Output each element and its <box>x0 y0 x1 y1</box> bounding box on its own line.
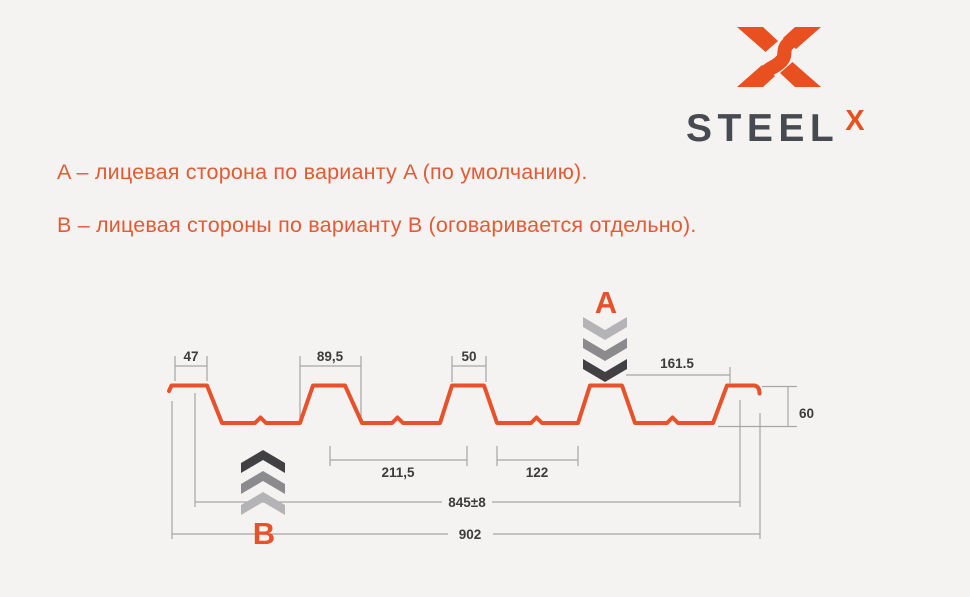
dim-60 <box>718 387 814 427</box>
dim-47-label: 47 <box>183 349 199 364</box>
side-a-chevrons-icon <box>583 317 627 382</box>
side-b-chevrons-icon <box>241 450 285 515</box>
dim-161-5 <box>626 356 730 383</box>
dim-50 <box>452 349 486 382</box>
dim-122-label: 122 <box>525 465 549 480</box>
dim-211-5 <box>330 446 467 480</box>
legend-line-a: A – лицевая сторона по варианту A (по умолчанию). <box>57 160 588 184</box>
side-b-label: B <box>252 516 276 551</box>
legend-line-b: B – лицевая стороны по варианту B (оговаривается отдельно). <box>57 213 697 237</box>
dim-161-5-label: 161.5 <box>660 356 694 371</box>
dim-845-label: 845±8 <box>448 495 486 510</box>
dim-50-label: 50 <box>461 349 477 364</box>
dim-211-5-label: 211,5 <box>381 465 415 480</box>
brand-name: STEEL <box>686 107 840 150</box>
dim-89-5-label: 89,5 <box>316 349 344 364</box>
dim-902-label: 902 <box>458 527 482 542</box>
side-a-label: A <box>594 285 618 320</box>
profile-outline <box>169 386 760 424</box>
dim-47 <box>175 349 207 381</box>
brand-suffix: X <box>845 105 865 137</box>
dim-122 <box>497 446 578 480</box>
dim-60-label: 60 <box>799 406 815 421</box>
